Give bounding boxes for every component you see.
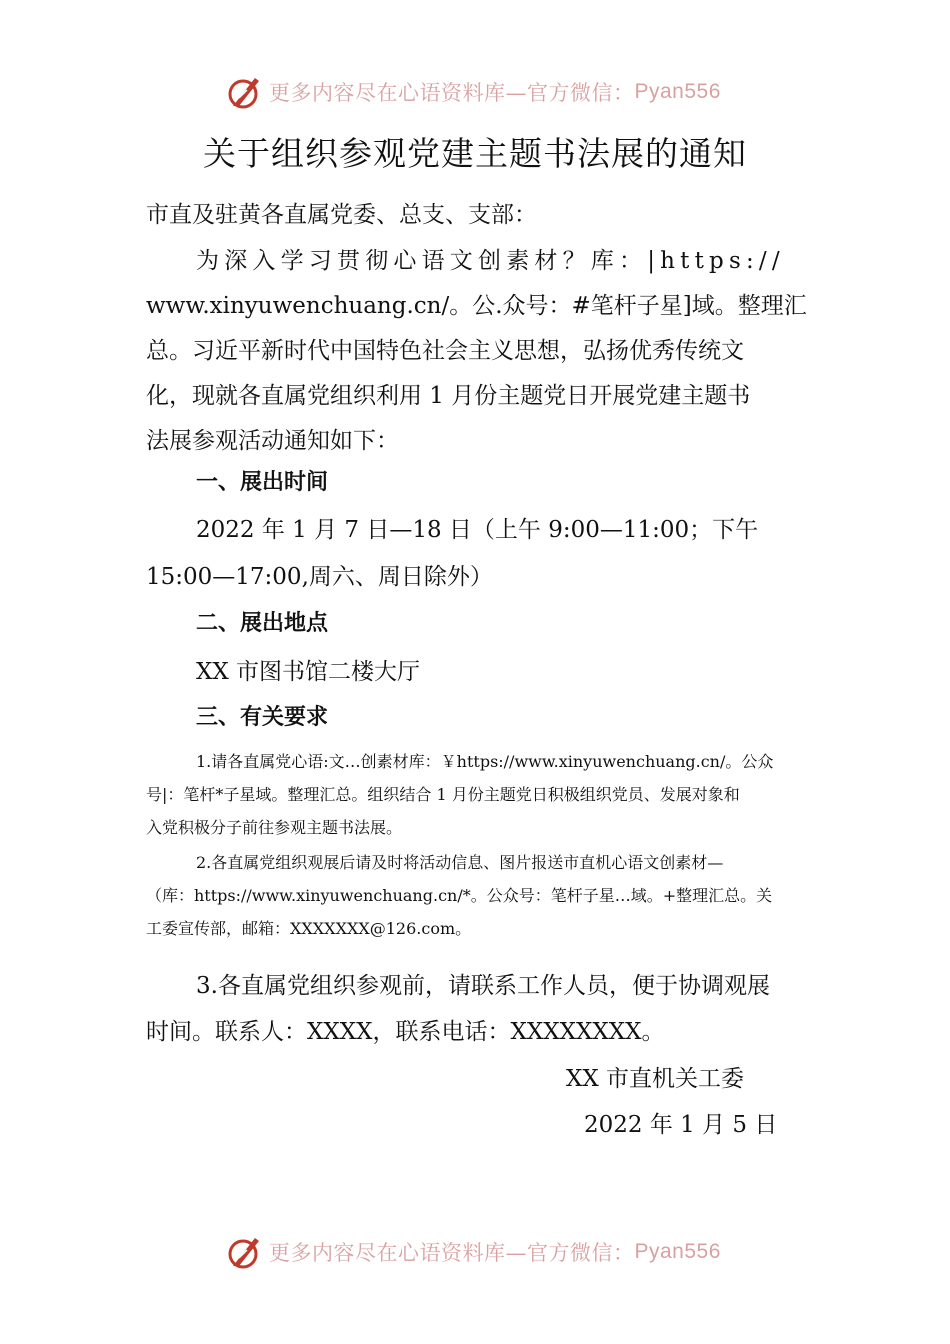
watermark-banner-bottom xyxy=(225,1232,745,1272)
watermark-banner-top xyxy=(225,72,745,112)
watermark-text: 更多内容尽在心语资料库—官方微信： xyxy=(269,1241,635,1265)
watermark-text: 更多内容尽在心语资料库—官方微信： xyxy=(269,81,635,105)
section-heading-place: 二、展出地点 xyxy=(196,611,329,636)
watermark-id: Pyan556 xyxy=(634,80,721,103)
document-title: 关于组织参观党建主题书法展的通知 xyxy=(203,134,747,173)
quill-logo-icon xyxy=(225,1232,265,1272)
salutation: 市直及驻黄各直属党委、总支、支部： xyxy=(146,202,537,228)
place-text: XX 市图书馆二楼大厅 xyxy=(196,659,421,685)
requirement-1-line-3: 入党积极分子前往参观主题书法展。 xyxy=(146,818,403,837)
intro-line-1: 为深入学习贯彻心语文创素材？库：|https:// xyxy=(196,248,785,274)
time-line-1: 2022 年 1 月 7 日—18 日（上午 9:00—11:00；下午 xyxy=(196,517,759,543)
requirement-1-line-1: 1.请各直属党心语:文…创素材库：￥https://www.xinyuwenchuang.cn/。公众 xyxy=(196,752,774,771)
section-heading-requirements: 三、有关要求 xyxy=(196,705,329,730)
requirement-1-line-2: 号|：笔杆*子星域。整理汇总。组织结合 1 月份主题党日积极组织党员、发展对象和 xyxy=(146,785,740,804)
intro-line-2: www.xinyuwenchuang.cn/。公.众号：#笔杆子星]域。整理汇 xyxy=(146,293,807,319)
signature-date: 2022 年 1 月 5 日 xyxy=(584,1112,778,1138)
intro-line-4: 化，现就各直属党组织利用 1 月份主题党日开展党建主题书 xyxy=(146,383,751,409)
requirement-2-line-3: 工委宣传部，邮箱：XXXXXXX@126.com。 xyxy=(146,919,472,938)
intro-line-3: 总。习近平新时代中国特色社会主义思想，弘扬优秀传统文 xyxy=(146,338,744,364)
intro-line-5: 法展参观活动通知如下： xyxy=(146,428,399,454)
signature-org: XX 市直机关工委 xyxy=(566,1066,745,1092)
section-heading-time: 一、展出时间 xyxy=(196,470,329,495)
requirement-3-line-1: 3.各直属党组织参观前，请联系工作人员，便于协调观展 xyxy=(196,973,770,999)
requirement-3-line-2: 时间。联系人：XXXX，联系电话：XXXXXXXX。 xyxy=(146,1019,665,1045)
requirement-2-line-2: （库：https://www.xinyuwenchuang.cn/*。公众号：笔杆子星…域。+整理汇总。关 xyxy=(146,886,773,905)
watermark-id: Pyan556 xyxy=(634,1240,721,1263)
time-line-2: 15:00—17:00,周六、周日除外） xyxy=(146,564,493,590)
quill-logo-icon xyxy=(225,72,265,112)
requirement-2-line-1: 2.各直属党组织观展后请及时将活动信息、图片报送市直机心语文创素材— xyxy=(196,853,724,872)
